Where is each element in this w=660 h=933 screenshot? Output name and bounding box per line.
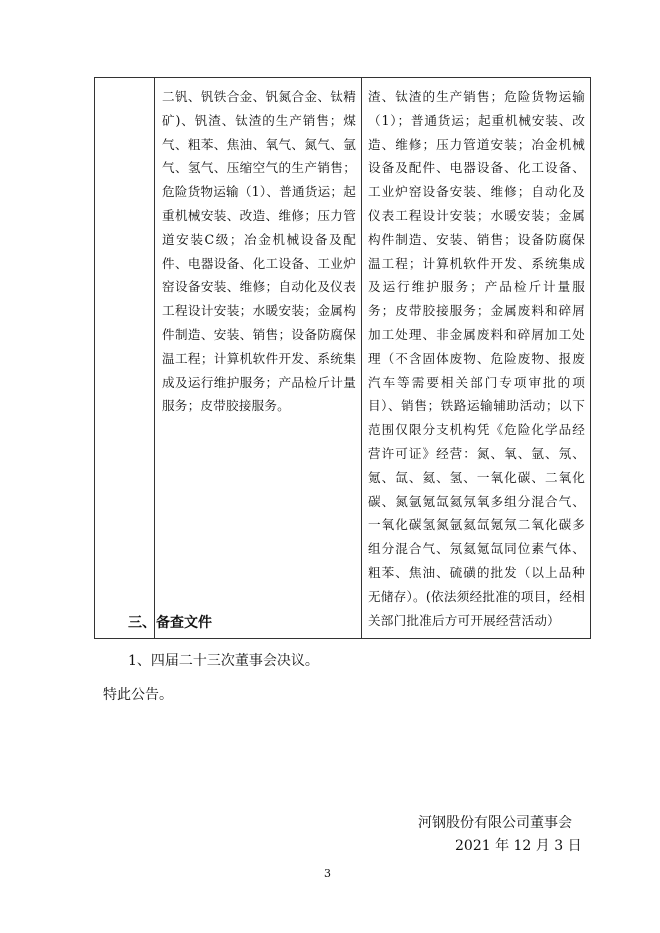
table-cell-scope-after <box>362 78 591 639</box>
table-row <box>95 78 591 639</box>
page-number: 3 <box>324 867 331 880</box>
signature-date: 2021 年 12 月 3 日 <box>455 838 582 854</box>
section-heading: 三、备查文件 <box>128 615 212 631</box>
business-scope-table <box>94 77 591 639</box>
scope-before-text: 二钒、钒铁合金、钒氮合金、钛精矿)、钒渣、钛渣的生产销售；煤气、粗苯、焦油、氧气、氮气、氩气、氢气、压缩空气的生产销售；危险货物运输（1）、普通货运；起重机械安装、改造、维修；压力管道安装C级；冶金机械设备及配件、电器设备、化工设备、工业炉窑设备安装、维修；自动化及仪表工程设计安装；水暖安装；金属构件制造、安装、销售；设备防腐保温工程；计算机软件开发、系统集成及运行维护服务；产品检斤计量服务；皮带胶接服务。 <box>162 89 356 414</box>
scope-after-text: 渣、钛渣的生产销售；危险货物运输（1）；普通货运；起重机械安装、改造、维修；压力管道安装；冶金机械设备及配件、电器设备、化工设备、工业炉窑设备安装、维修；自动化及仪表工程设计安装；水暖安装；金属构件制造、安装、销售；设备防腐保温工程；计算机软件开发、系统集成及运行维护服务；产品检斤计量服务；皮带胶接服务；金属废料和碎屑加工处理、非金属废料和碎屑加工处理（不含固体废物、危险废物、报废汽车等需要相关部门专项审批的项目）、销售；铁路运输辅助活动；以下范围仅限分支机构凭《危险化学品经营许可证》经营：氮、氧、氩、氖、氪、氙、氦、氢、一氧化碳、二氧化碳、氮氩氪氙氦氖氧多组分混合气、一氧化碳氢氮氩氦氙氪氖二氧化碳多组分混合气、氖氦氪氙同位素气体、粗苯、焦油、硫磺的批发（以上品种无储存）。(依法须经批准的项目，经相关部门批准后方可开展经营活动） <box>368 89 585 628</box>
table-cell-blank <box>95 78 155 639</box>
table-cell-scope-before <box>155 78 362 639</box>
reference-file-item: 1、四届二十三次董事会决议。 <box>128 653 319 669</box>
announcement-notice: 特此公告。 <box>103 687 173 703</box>
company-signature: 河钢股份有限公司董事会 <box>418 815 572 831</box>
